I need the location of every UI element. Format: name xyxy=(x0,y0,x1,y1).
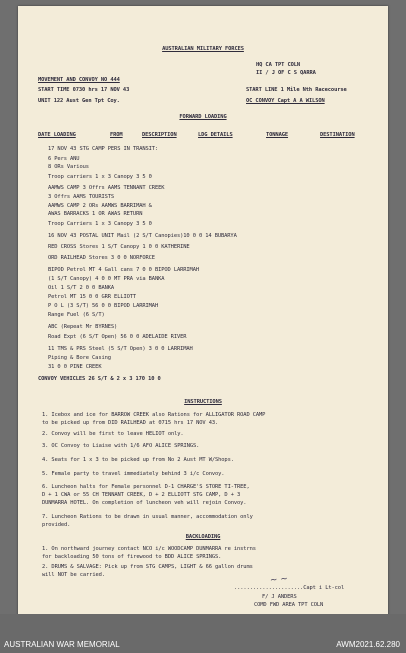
unit-line: UNIT 122 Aust Gen Tpt Coy. xyxy=(38,98,120,104)
loading-line: Troop Carriers 1 x 3 Canopy 3 5 0 xyxy=(48,221,152,227)
loading-line: (1 S/T Canopy) 4 0 0 MT PRA via BANKA xyxy=(48,276,165,282)
instruction-line: to be picked up from DID RAILHEAD at 0715 hrs 17 NOV 43. xyxy=(42,420,219,426)
section-title: FORWARD LOADING xyxy=(179,114,227,120)
instruction-line: DUNMARRA HOTEL. On completion of luncheon veh will rejoin Convoy. xyxy=(42,500,247,506)
unit-code: II / J OF C S QARRA xyxy=(256,70,316,76)
loading-line: RED CROSS Stores 1 S/T Canopy 1 0 0 KATHERINE xyxy=(48,244,190,250)
instruction-line: 1. Icebox and ice for BARROW CREEK also Rations for ALLIGATOR ROAD CAMP xyxy=(42,412,266,418)
loading-line: 3 Offrs AAMS TOURISTS xyxy=(48,194,115,200)
instruction-line: 6. Luncheon halts for Female personnel D-1 CHARGE'S STORE TI-TREE, xyxy=(42,484,250,490)
backloading-line: 1. On northward journey contact NCO i/c WOODCAMP DUNMARRA re instrns xyxy=(42,546,256,552)
column-header-description: DESCRIPTION xyxy=(142,132,177,138)
instruction-line: 4. Seats for 1 x 3 to be picked up from No 2 Aust MT W/Shops. xyxy=(42,457,234,463)
loading-line: 6 Pers ANU xyxy=(48,156,80,162)
loading-line: 8 ORs Various xyxy=(48,164,89,170)
loading-line: Piping & Bore Casing xyxy=(48,355,111,361)
loading-line: AAMWS CAMP 3 Offrs AAMS TENNANT CREEK xyxy=(48,185,165,191)
loading-line: 16 NOV 43 POSTAL UNIT Mail (2 S/T Canopies)10 0 0 14 BUBARYA xyxy=(48,233,237,239)
start-line: START LINE 1 Mile Nth Racecourse xyxy=(246,87,347,93)
instruction-line: 2. Convoy will be first to leave HELIOT only. xyxy=(42,431,184,437)
loading-line: ORD RAILHEAD Stores 3 0 0 NORFORCE xyxy=(48,255,155,261)
loading-line: 11 TMS & PRS Steel (5 S/T Open) 3 0 0 LARRIMAH xyxy=(48,346,193,352)
instruction-line: 5. Female party to travel immediately behind 3 i/c Convoy. xyxy=(42,471,225,477)
instruction-line: provided. xyxy=(42,522,71,528)
column-header-ldg-details: LDG DETAILS xyxy=(198,132,233,138)
loading-line: Oil 1 S/T 2 0 0 BANKA xyxy=(48,285,115,291)
instruction-line: D + 1 CWA or 55 CH TENNANT CREEK, D + 2 ELLIOTT STG CAMP, D + 3 xyxy=(42,492,241,498)
oc-convoy: OC CONVOY Capt A A WILSON xyxy=(246,98,325,104)
backloading-line: will NOT be carried. xyxy=(42,572,105,578)
signatory-title: COMD FWD AREA TPT COLN xyxy=(254,602,324,608)
archive-footer xyxy=(0,614,406,653)
loading-line: P O L (3 S/T) 56 0 0 BIPOD LARRIMAH xyxy=(48,303,159,309)
signature-line: ......................Capt i Lt-col xyxy=(234,585,345,591)
column-header-destination: DESTINATION xyxy=(320,132,355,138)
loading-line: Road Expt (6 S/T Open) 56 0 0 ADELAIDE RIVER xyxy=(48,334,187,340)
start-time: START TIME 0730 hrs 17 NOV 43 xyxy=(38,87,130,93)
hq-label: HQ CA TPT COLN xyxy=(256,62,301,68)
loading-line: 31 0 0 PINE CREEK xyxy=(48,364,102,370)
backloading-line: for backloading 50 tons of firewood to BDD ALICE SPRINGS. xyxy=(42,554,222,560)
loading-line: ABC (Repeat Mr BYRNES) xyxy=(48,324,118,330)
loading-line: Petrol MT 15 0 0 GRR ELLIOTT xyxy=(48,294,137,300)
backloading-title: BACKLOADING xyxy=(185,534,221,540)
backloading-line: 2. DRUMS & SALVAGE: Pick up from STG CAMPS, LIGHT & 66 gallon drums xyxy=(42,564,253,570)
loading-line: Range Fuel (6 S/T) xyxy=(48,312,105,318)
column-header-tonnage: TONNAGE xyxy=(266,132,289,138)
footer-accession-number: AWM2021.62.280 xyxy=(336,640,400,649)
instruction-line: 3. OC Convoy to Liaise with 1/6 AFO ALICE SPRINGS. xyxy=(42,443,200,449)
loading-line: BIPOD Petrol MT 4 Gall cans 7 0 0 BIPOD LARRIMAH xyxy=(48,267,199,273)
movement-number: MOVEMENT AND CONVOY NO 444 xyxy=(38,77,120,83)
document-page xyxy=(18,6,388,616)
signatory-name: F/ J ANDERS xyxy=(262,594,297,600)
loading-line: Troop carriers 1 x 3 Canopy 3 5 0 xyxy=(48,174,152,180)
document-title: AUSTRALIAN MILITARY FORCES xyxy=(162,46,244,52)
handwritten-signature: ~ ~ xyxy=(269,574,289,586)
column-header-from: FROM xyxy=(110,132,123,138)
convoy-vehicles-total: CONVOY VEHICLES 26 S/T & 2 x 3 170 10 0 xyxy=(38,376,161,382)
loading-line: AAMWS CAMP 2 ORs AAMWS BARRIMAH & xyxy=(48,203,152,209)
loading-line: AWAS BARRACKS 1 OR AWAS RETURN xyxy=(48,211,143,217)
loading-line: 17 NOV 43 STG CAMP PERS IN TRANSIT: xyxy=(48,146,159,152)
column-header-date: DATE LOADING xyxy=(38,132,76,138)
instructions-title: INSTRUCTIONS xyxy=(184,399,222,405)
instruction-line: 7. Luncheon Rations to be drawn in usual manner, accommodation only xyxy=(42,514,253,520)
footer-institution: AUSTRALIAN WAR MEMORIAL xyxy=(4,640,120,649)
